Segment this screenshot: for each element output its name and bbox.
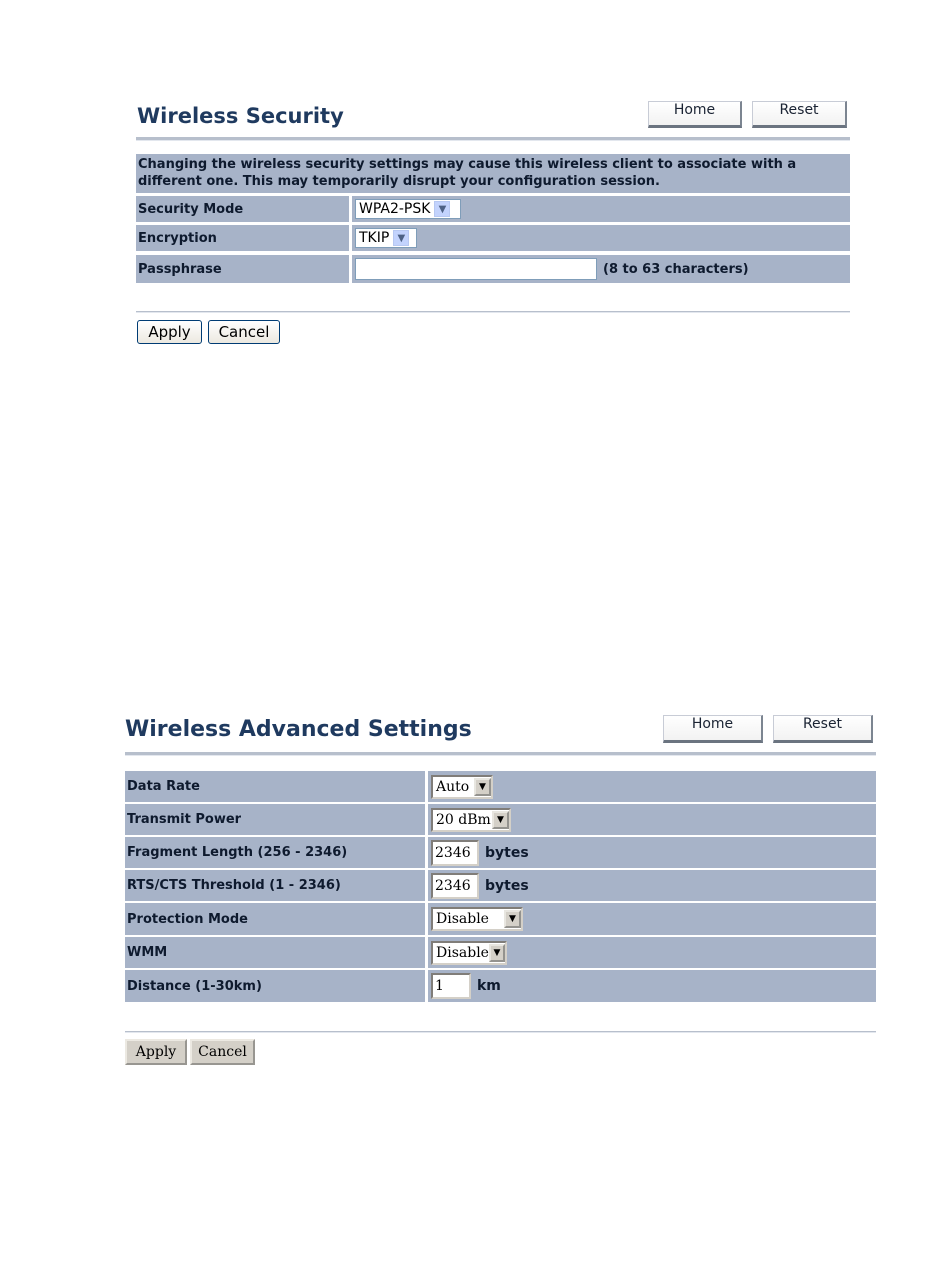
field-label: Encryption bbox=[136, 225, 349, 251]
reset-button-label: Reset bbox=[802, 716, 843, 732]
chevron-down-icon: ▼ bbox=[393, 230, 409, 246]
field-label: Fragment Length (256 - 2346) bbox=[125, 837, 425, 868]
rts-cts-row bbox=[125, 870, 876, 901]
reset-button-label: Reset bbox=[779, 102, 819, 118]
field-label: Distance (1-30km) bbox=[125, 970, 425, 1002]
field-label: WMM bbox=[125, 937, 425, 968]
rts-cts-input[interactable]: 2346 bbox=[431, 873, 479, 899]
protection-mode-value: Disable bbox=[436, 911, 489, 927]
fragment-length-unit: bytes bbox=[485, 844, 529, 861]
field-label: Transmit Power bbox=[125, 804, 425, 835]
security-mode-value: WPA2-PSK bbox=[359, 201, 431, 217]
wmm-select[interactable] bbox=[431, 941, 507, 965]
title-divider bbox=[136, 137, 850, 141]
distance-unit: km bbox=[477, 978, 501, 994]
field-label: Protection Mode bbox=[125, 903, 425, 935]
page-title: Wireless Advanced Settings bbox=[125, 717, 472, 742]
protection-mode-row bbox=[125, 903, 876, 935]
chevron-down-icon: ▼ bbox=[434, 201, 450, 217]
field-label: Security Mode bbox=[136, 196, 349, 222]
fragment-length-input[interactable]: 2346 bbox=[431, 840, 479, 866]
transmit-power-value: 20 dBm bbox=[436, 811, 491, 828]
encryption-select[interactable] bbox=[355, 228, 417, 248]
data-rate-row bbox=[125, 771, 876, 802]
apply-button[interactable]: Apply bbox=[125, 1039, 187, 1065]
field-value-cell bbox=[425, 837, 876, 868]
reset-button[interactable] bbox=[752, 101, 847, 128]
apply-button[interactable]: Apply bbox=[137, 320, 202, 344]
form-divider bbox=[136, 311, 850, 313]
home-button-label: Home bbox=[691, 716, 734, 732]
rts-cts-unit: bytes bbox=[485, 877, 529, 894]
encryption-value: TKIP bbox=[359, 230, 390, 246]
distance-input[interactable]: 1 bbox=[431, 973, 471, 999]
passphrase-row bbox=[136, 255, 850, 283]
passphrase-hint: (8 to 63 characters) bbox=[603, 261, 749, 277]
fragment-length-row bbox=[125, 837, 876, 868]
data-rate-select[interactable] bbox=[431, 775, 493, 799]
home-button[interactable] bbox=[648, 101, 742, 128]
security-mode-row bbox=[136, 196, 850, 222]
field-value-cell bbox=[349, 196, 850, 222]
field-value-cell bbox=[349, 225, 850, 251]
security-mode-select[interactable] bbox=[355, 199, 461, 219]
transmit-power-select[interactable] bbox=[431, 808, 511, 832]
cancel-button[interactable]: Cancel bbox=[208, 320, 280, 344]
form-divider bbox=[125, 1031, 876, 1033]
page-title: Wireless Security bbox=[137, 104, 344, 128]
transmit-power-row bbox=[125, 804, 876, 835]
chevron-down-icon: ▼ bbox=[474, 778, 491, 796]
field-value-cell bbox=[425, 937, 876, 968]
wmm-value: Disable bbox=[436, 944, 489, 961]
data-rate-value: Auto bbox=[436, 778, 470, 795]
wmm-row bbox=[125, 937, 876, 968]
title-divider bbox=[125, 752, 876, 756]
reset-button[interactable] bbox=[773, 715, 873, 743]
field-value-cell bbox=[349, 255, 850, 283]
chevron-down-icon: ▼ bbox=[489, 944, 505, 962]
field-value-cell bbox=[425, 970, 876, 1002]
home-button[interactable] bbox=[663, 715, 763, 743]
security-notice: Changing the wireless security settings may cause this wireless client to associate with a different one. This may temporarily disrupt your configuration session. bbox=[136, 154, 850, 193]
chevron-down-icon: ▼ bbox=[504, 910, 521, 928]
distance-row bbox=[125, 970, 876, 1002]
field-value-cell bbox=[425, 903, 876, 935]
home-button-label: Home bbox=[673, 102, 716, 118]
chevron-down-icon: ▼ bbox=[492, 811, 509, 829]
field-label: Passphrase bbox=[136, 255, 349, 283]
field-label: RTS/CTS Threshold (1 - 2346) bbox=[125, 870, 425, 901]
protection-mode-select[interactable] bbox=[431, 907, 523, 931]
field-value-cell bbox=[425, 870, 876, 901]
encryption-row bbox=[136, 225, 850, 251]
field-label: Data Rate bbox=[125, 771, 425, 802]
passphrase-input[interactable] bbox=[355, 258, 597, 280]
cancel-button[interactable]: Cancel bbox=[190, 1039, 255, 1065]
field-value-cell bbox=[425, 804, 876, 835]
field-value-cell bbox=[425, 771, 876, 802]
